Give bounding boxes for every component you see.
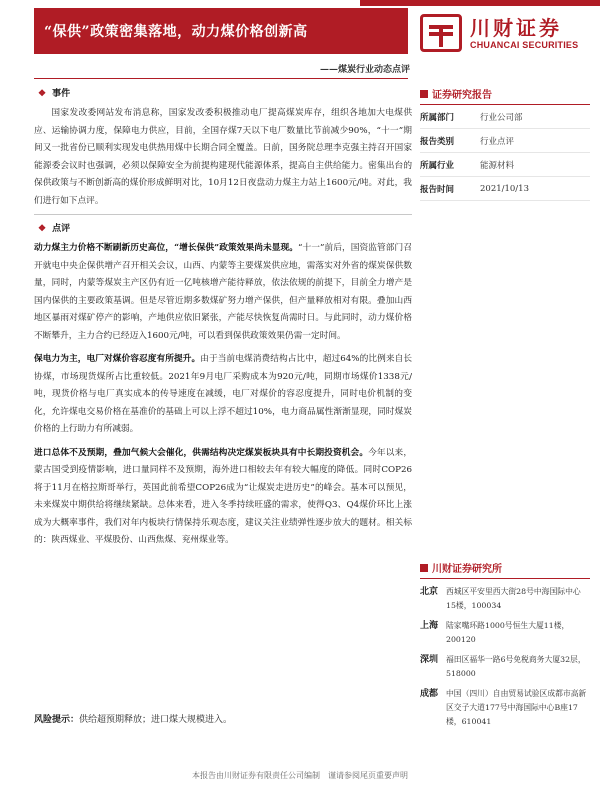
header-rule	[34, 78, 408, 79]
info-row: 所属部门 行业公司部	[420, 105, 590, 129]
section-divider	[34, 214, 412, 215]
address-item: 北京 西城区平安里西大街28号中海国际中心15楼，100034	[420, 587, 581, 610]
comment-paragraph-1: 动力煤主力价格不断刷新历史高位，“增长保供”政策效果尚未显现。“十一”前后，国资监管部门召开就电中央企保供增产召开相关会议，山西、内蒙等主要煤炭供应地，需落实对外省的煤炭保供数量，同时，内蒙等煤炭主产区仍有近一亿吨核增产能待释放，依法依规的前提下，目前全力增产是国内保供的主要政策基调。但是尽管近期多数煤矿努力增产保供，但产量释放相对有限。叠加山西地区暴雨对煤矿停产的影响，产地供应依旧紧张，产能尽快恢复尚需时日。与此同时，动力煤价格不断攀升，主力合约已经迈入1600元/吨，可以看到保供政策效果仍需一定时间。	[34, 243, 412, 341]
section-heading-comment: ❖ 点评	[38, 224, 71, 234]
page-footer: 本报告由川财证券有限责任公司编制 谨请参阅尾页重要声明	[192, 771, 408, 780]
address-item: 成都 中国（四川）自由贸易试验区成都市高新区交子大道177号中海国际中心B座17楼，610041	[420, 689, 587, 726]
logo-chinese-name: 川财证券	[470, 16, 562, 40]
info-row: 报告时间 2021/10/13	[420, 177, 590, 201]
report-subtitle: ——煤炭行业动态点评	[319, 65, 410, 75]
report-info-panel	[420, 86, 590, 201]
report-title: “保供”政策密集落地，动力煤价格创新高	[44, 24, 308, 40]
logo-english-name: CHUANCAI SECURITIES	[470, 40, 579, 50]
diamond-bullet-icon: ❖	[38, 89, 47, 99]
logo-mark-icon	[420, 14, 462, 52]
event-paragraph: 国家发改委网站发布消息称，国家发改委积极推动电厂提高煤炭库存，组织各地加大电煤供应、运输协调力度，保障电力供应，目前，全国存煤7天以下电厂数量比节前减少90%，“十一”期间又一批省份已顺利实现发电供热用煤中长期合同全覆盖。日前，国务院总理李克强主持召开国家能源委会议时也强调，必须以保障安全为前提构建现代能源体系，提高自主供给能力。密集出台的保供政策与不断创新高的煤价形成鲜明对比，10月12日夜盘动力煤主力站上1600元/吨。对此，我们进行如下点评。	[34, 108, 412, 206]
top-brand-strip	[360, 0, 600, 6]
institute-panel	[420, 560, 590, 735]
info-panel-heading: 证券研究报告	[420, 86, 590, 105]
company-logo	[420, 12, 585, 56]
institute-heading: 川财证券研究所	[420, 560, 590, 579]
address-item: 深圳 福田区福华一路6号免税商务大厦32层，518000	[420, 655, 586, 678]
info-row: 所属行业 能源材料	[420, 153, 590, 177]
address-item: 上海 陆家嘴环路1000号恒生大厦11楼，200120	[420, 621, 570, 644]
diamond-bullet-icon: ❖	[38, 224, 47, 234]
comment-paragraph-3: 进口总体不及预期，叠加气候大会催化，供需结构决定煤炭板块具有中长期投资机会。今年以来，蒙古国受到疫情影响，进口量同样不及预期，海外进口相较去年有较大幅度的降低。同时COP26将于11月在格拉斯哥举行，英国此前希望COP26成为“让煤炭走进历史”的峰会。基本可以预见，未来煤炭中期供给将继续紧缺。总体来看，进入冬季持续旺盛的需求，使得Q3、Q4煤价环比上涨成为大概率事件，我们对年内板块行情保持乐观态度，建议关注业绩弹性逐步放大的题材。相关标的：陕西煤业、平煤股份、山西焦煤、兖州煤业等。	[34, 447, 413, 545]
info-row: 报告类别 行业点评	[420, 129, 590, 153]
square-bullet-icon	[420, 90, 428, 98]
comment-paragraph-2: 保电力为主，电厂对煤价容忍度有所提升。由于当前电煤消费结构占比中，超过64%的比例来自长协煤，市场现货煤所占比重较低。2021年9月电厂采购成本为920元/吨，同期市场煤价1338元/吨，现货价格与电厂真实成本的传导速度在减缓，电厂对煤价的容忍度提升，同时电价机制的变化，允许煤电交易价格在基准价的基础上可以上浮不超过10%，电力商品属性渐渐显现，同时煤炭价格的上行助力有所减弱。	[34, 354, 413, 434]
risk-warning: 风险提示：供给超预期释放；进口煤大规模进入。	[34, 715, 233, 725]
section-heading-event: ❖ 事件	[38, 89, 71, 99]
main-content	[34, 86, 412, 550]
title-band	[34, 8, 408, 54]
square-bullet-icon	[420, 564, 428, 572]
